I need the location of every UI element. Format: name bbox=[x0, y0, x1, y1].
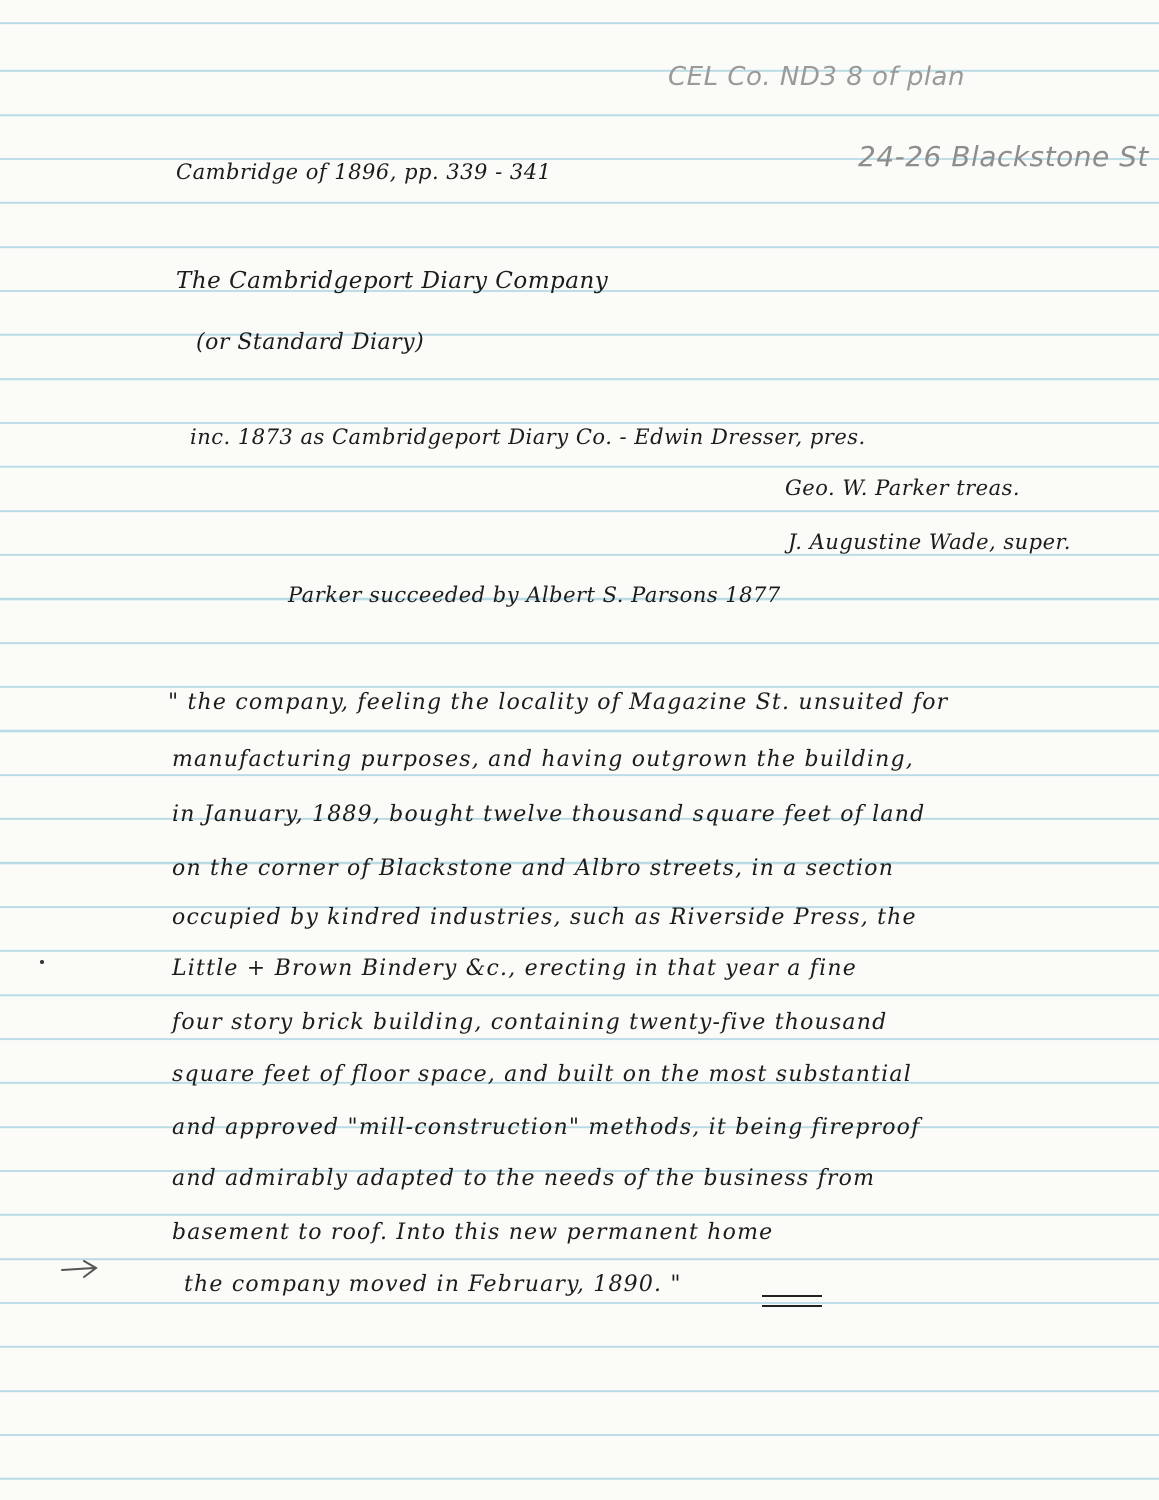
company-alt-name: (or Standard Diary) bbox=[196, 330, 425, 355]
source-citation: Cambridge of 1896, pp. 339 - 341 bbox=[176, 160, 552, 184]
quote-line: square feet of floor space, and built on the most substantial bbox=[172, 1062, 912, 1087]
address-note: 24-26 Blackstone St bbox=[858, 140, 1149, 173]
quote-line: occupied by kindred industries, such as Riverside Press, the bbox=[172, 905, 917, 930]
quote-line: " the company, feeling the locality of Magazine St. unsuited for bbox=[168, 690, 949, 715]
quote-line: on the corner of Blackstone and Albro streets, in a section bbox=[172, 856, 895, 881]
year-double-underline bbox=[762, 1295, 822, 1307]
quote-line: basement to roof. Into this new permanent home bbox=[172, 1220, 774, 1245]
quote-line: manufacturing purposes, and having outgrown the building, bbox=[172, 747, 914, 772]
incorporation-line: inc. 1873 as Cambridgeport Diary Co. - Edwin Dresser, pres. bbox=[190, 425, 866, 449]
quote-line: and approved "mill-construction" methods, it being fireproof bbox=[172, 1115, 921, 1140]
quote-line: the company moved in February, 1890. " bbox=[184, 1272, 682, 1297]
margin-dot bbox=[40, 960, 44, 964]
superintendent-line: J. Augustine Wade, super. bbox=[788, 530, 1071, 554]
treasurer-line: Geo. W. Parker treas. bbox=[785, 476, 1021, 500]
right-arrow-icon bbox=[60, 1258, 100, 1282]
succession-line: Parker succeeded by Albert S. Parsons 1877 bbox=[288, 583, 781, 607]
quote-line: Little + Brown Bindery &c., erecting in that year a fine bbox=[172, 956, 857, 981]
company-name: The Cambridgeport Diary Company bbox=[176, 268, 609, 294]
quote-line: in January, 1889, bought twelve thousand square feet of land bbox=[172, 802, 926, 827]
quote-line: four story brick building, containing twenty-five thousand bbox=[172, 1010, 888, 1035]
pencil-note: CEL Co. ND3 8 of plan bbox=[668, 62, 965, 92]
quote-line: and admirably adapted to the needs of the business from bbox=[172, 1166, 876, 1191]
